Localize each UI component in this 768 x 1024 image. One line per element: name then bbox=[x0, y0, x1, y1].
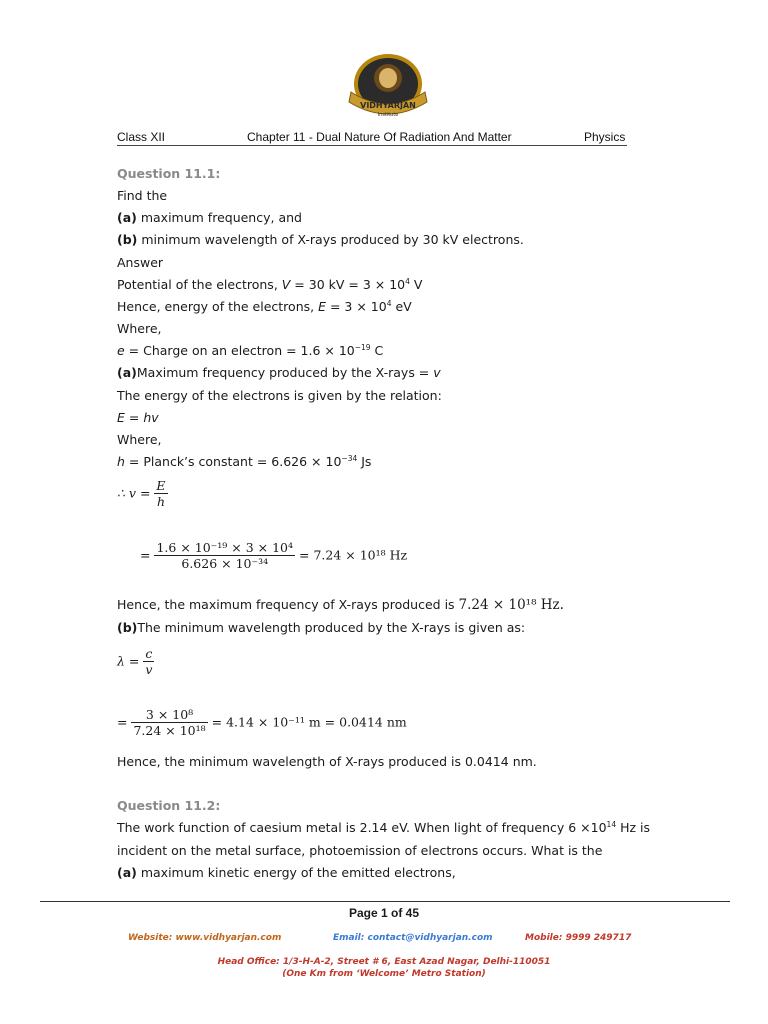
value: 7.24 × 10¹⁸ Hz. bbox=[458, 597, 564, 613]
text-span: = 30 kV = 3 × 10 bbox=[290, 277, 406, 292]
equation-frequency-value bbox=[140, 540, 407, 571]
exponent: 4 bbox=[386, 299, 392, 308]
variable: h bbox=[117, 454, 125, 469]
text-span: Potential of the electrons, bbox=[117, 277, 282, 292]
fraction bbox=[154, 478, 167, 509]
header-chapter: Chapter 11 - Dual Nature Of Radiation And Matter bbox=[247, 130, 512, 144]
text-line bbox=[117, 620, 525, 636]
fraction bbox=[143, 646, 154, 677]
text-line: Where, bbox=[117, 321, 162, 336]
text-line: Where, bbox=[117, 432, 162, 447]
text-line: Hence, the minimum wavelength of X-rays produced is 0.0414 nm. bbox=[117, 754, 537, 769]
part-text: minimum wavelength of X-rays produced by 30 kV electrons. bbox=[137, 232, 524, 247]
header-subject: Physics bbox=[584, 130, 626, 144]
unit: V bbox=[409, 277, 423, 292]
part-label: (a) bbox=[117, 210, 137, 225]
footer-website[interactable]: Website: www.vidhyarjan.com bbox=[128, 933, 282, 943]
text-span: = 3 × 10 bbox=[326, 299, 387, 314]
footer-mobile: Mobile: 9999 249717 bbox=[525, 933, 632, 943]
question-title: Question 11.2: bbox=[117, 798, 221, 813]
part-text: maximum frequency, and bbox=[136, 210, 302, 225]
unit: eV bbox=[391, 299, 412, 314]
denominator: 6.626 × 10⁻³⁴ bbox=[181, 556, 269, 571]
unit: Js bbox=[357, 454, 372, 469]
numerator: 3 × 10⁸ bbox=[131, 707, 207, 723]
text-line: The energy of the electrons is given by the relation: bbox=[117, 388, 442, 403]
text-line bbox=[117, 820, 650, 836]
text-span: = Charge on an electron = 1.6 × 10 bbox=[124, 343, 355, 358]
equation-wavelength bbox=[117, 646, 154, 677]
fraction bbox=[154, 540, 295, 571]
text-line bbox=[117, 299, 412, 315]
text-span: Hence, the maximum frequency of X-rays produced is bbox=[117, 597, 459, 612]
equation-inline: E = hv bbox=[117, 410, 159, 425]
text-line: incident on the metal surface, photoemission of electrons occurs. What is the bbox=[117, 843, 603, 858]
variable: e bbox=[117, 343, 125, 358]
unit: C bbox=[370, 343, 384, 358]
text-span: Hence, energy of the electrons, bbox=[117, 299, 319, 314]
exponent: 4 bbox=[405, 277, 410, 286]
text-span: = Planck’s constant = 6.626 × 10 bbox=[124, 454, 342, 469]
text-line bbox=[117, 865, 456, 881]
denominator: 7.24 × 10¹⁸ bbox=[133, 723, 206, 738]
variable: V bbox=[281, 277, 291, 292]
question-title: Question 11.1: bbox=[117, 166, 221, 181]
denominator: h bbox=[156, 494, 166, 509]
part-label: (a) bbox=[117, 365, 137, 380]
footer-office: Head Office: 1/3-H-A-2, Street # 6, East Azad Nagar, Delhi-110051 bbox=[217, 957, 551, 967]
footer-divider bbox=[40, 901, 730, 902]
numerator: 1.6 × 10⁻¹⁹ × 3 × 10⁴ bbox=[156, 540, 294, 555]
header-class: Class XII bbox=[117, 130, 166, 144]
text-line bbox=[117, 232, 524, 248]
text-span: The work function of caesium metal is 2.14 eV. When light of frequency 6 ×10 bbox=[117, 820, 607, 835]
text-line: Find the bbox=[117, 188, 168, 203]
equation-rhs: = 7.24 × 10¹⁸ Hz bbox=[299, 547, 408, 563]
text-line bbox=[117, 210, 302, 226]
text-line bbox=[117, 365, 441, 381]
institute-logo bbox=[345, 48, 431, 128]
equation-rhs: = 4.14 × 10⁻¹¹ m = 0.0414 nm bbox=[211, 714, 407, 730]
page-number: Page 1 of 45 bbox=[348, 906, 420, 920]
part-label: (b) bbox=[117, 620, 138, 635]
part-label: (a) bbox=[117, 865, 137, 880]
answer-label: Answer bbox=[117, 255, 164, 270]
text-line bbox=[117, 277, 422, 293]
variable: E bbox=[318, 299, 326, 314]
equation-frequency bbox=[117, 478, 168, 509]
variable: v bbox=[433, 365, 441, 380]
exponent: 14 bbox=[606, 820, 617, 829]
equation-lhs: ∴ v = bbox=[117, 485, 151, 501]
equation-wavelength-value bbox=[117, 707, 407, 738]
denominator: v bbox=[145, 662, 153, 677]
text-line bbox=[117, 597, 564, 613]
equals: = bbox=[140, 547, 151, 563]
equals: = bbox=[117, 714, 128, 730]
footer-email[interactable]: Email: contact@vidhyarjan.com bbox=[333, 933, 493, 943]
logo-subtext: Institute bbox=[377, 112, 399, 118]
exponent: −34 bbox=[341, 454, 358, 463]
part-text: maximum kinetic energy of the emitted electrons, bbox=[136, 865, 456, 880]
numerator: E bbox=[156, 478, 166, 493]
text-span: The minimum wavelength produced by the X-rays is given as: bbox=[137, 620, 526, 635]
part-label: (b) bbox=[117, 232, 138, 247]
fraction bbox=[131, 707, 207, 738]
footer-landmark: (One Km from ‘Welcome’ Metro Station) bbox=[282, 969, 486, 979]
numerator: c bbox=[143, 646, 154, 662]
text-span: Hz is bbox=[616, 820, 650, 835]
text-line bbox=[117, 343, 383, 359]
exponent: −19 bbox=[354, 343, 371, 352]
equation-lhs: λ = bbox=[117, 653, 140, 669]
logo-text: VIDHYARJAN bbox=[360, 101, 416, 110]
header-divider bbox=[117, 145, 627, 146]
text-span: Maximum frequency produced by the X-rays = bbox=[136, 365, 434, 380]
text-line bbox=[117, 454, 371, 470]
